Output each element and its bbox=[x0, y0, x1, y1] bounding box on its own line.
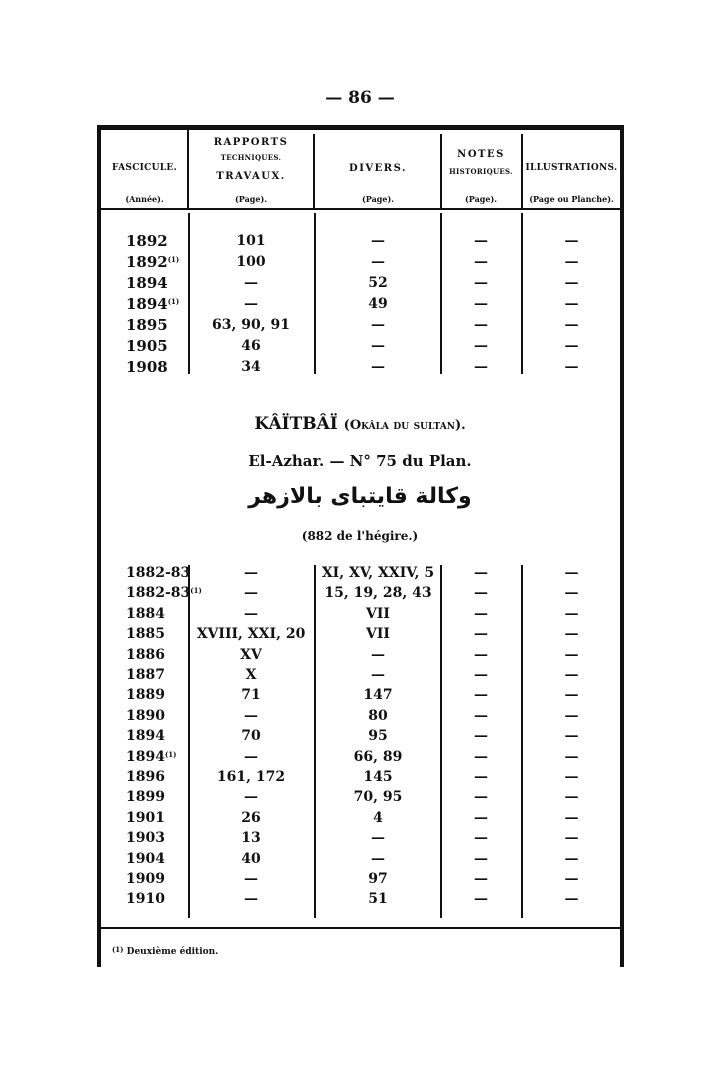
table-cell-year bbox=[126, 252, 179, 272]
table-cell-divers: — bbox=[371, 254, 385, 270]
table-cell-illus: — bbox=[564, 275, 579, 291]
table-cell-illus: — bbox=[564, 707, 579, 724]
table-cell-year bbox=[126, 685, 165, 705]
table-cell-illus: — bbox=[564, 850, 579, 867]
table-cell-year bbox=[126, 747, 176, 767]
table-cell-notes: — bbox=[474, 585, 488, 602]
section-title-paren: (Okâla du sultan). bbox=[343, 418, 466, 433]
table-cell-notes: — bbox=[474, 605, 488, 622]
header-notes-line: NOTES bbox=[457, 149, 505, 160]
footnote-mark: (1) bbox=[112, 945, 124, 954]
table-cell-year bbox=[126, 336, 168, 356]
header-notes-unit: (Page). bbox=[464, 194, 498, 204]
table-cell-notes: — bbox=[474, 871, 488, 887]
table-cell-rapports: — bbox=[244, 707, 258, 724]
table-cell-divers: — bbox=[371, 233, 385, 249]
footnote-ref: (1) bbox=[167, 255, 180, 264]
table-cell-rapports: — bbox=[244, 565, 258, 581]
table-cell-illus: — bbox=[564, 728, 579, 745]
table-cell-rapports: 34 bbox=[241, 359, 261, 375]
year-value: 1894 bbox=[126, 274, 168, 292]
table-cell-illus: — bbox=[564, 809, 579, 826]
section-title bbox=[0, 414, 720, 434]
table-cell-notes: — bbox=[474, 667, 488, 683]
header-divider bbox=[440, 134, 442, 208]
table-cell-divers: — bbox=[371, 359, 385, 375]
table-cell-divers: 95 bbox=[368, 728, 388, 745]
table-cell-illus: — bbox=[564, 233, 579, 249]
table-cell-year bbox=[126, 231, 168, 251]
table-cell-notes: — bbox=[474, 233, 488, 249]
year-value: 1882-83 bbox=[126, 565, 191, 581]
year-value: 1882-83 bbox=[126, 585, 191, 602]
header-divers-line: DIVERS. bbox=[349, 163, 407, 174]
table-cell-year bbox=[126, 706, 165, 726]
table-cell-illus: — bbox=[564, 317, 579, 333]
header-divers-unit: (Page). bbox=[361, 194, 395, 204]
table-cell-illus: — bbox=[564, 769, 579, 785]
year-value: 1910 bbox=[126, 891, 165, 908]
table-cell-rapports: 71 bbox=[241, 687, 261, 704]
page-number: — 86 — bbox=[325, 88, 395, 108]
table-cell-notes: — bbox=[474, 338, 488, 354]
year-value: 1909 bbox=[126, 871, 165, 887]
table-cell-illus: — bbox=[564, 646, 579, 663]
arabic-title: وكالة قايتباى بالازهر bbox=[248, 484, 472, 509]
year-value: 1894 bbox=[126, 295, 168, 313]
table-cell-divers: 52 bbox=[368, 275, 388, 291]
table-cell-divers: 4 bbox=[373, 809, 383, 826]
table-cell-rapports: 101 bbox=[236, 233, 266, 249]
year-value: 1887 bbox=[126, 667, 165, 683]
table-cell-divers: 66, 89 bbox=[353, 748, 403, 765]
header-rapports-unit: (Page). bbox=[234, 194, 268, 204]
table-cell-notes: — bbox=[474, 565, 488, 581]
table-cell-illus: — bbox=[564, 871, 579, 887]
table-cell-rapports: — bbox=[244, 296, 258, 312]
table-cell-rapports: — bbox=[244, 748, 258, 765]
table-cell-divers: 70, 95 bbox=[353, 789, 403, 806]
table-cell-year bbox=[126, 787, 165, 807]
year-value: 1895 bbox=[126, 316, 168, 334]
table-cell-rapports: 63, 90, 91 bbox=[212, 317, 290, 333]
table-cell-year bbox=[126, 889, 165, 909]
table-cell-year bbox=[126, 357, 168, 377]
year-value: 1892 bbox=[126, 253, 168, 271]
table-cell-illus: — bbox=[564, 296, 579, 312]
table-top-rule bbox=[97, 125, 624, 130]
table-cell-divers: 80 bbox=[368, 707, 388, 724]
table-cell-divers: — bbox=[371, 338, 385, 354]
table-cell-rapports: — bbox=[244, 891, 258, 908]
table-cell-divers: — bbox=[371, 850, 385, 867]
header-rapports-line: TRAVAUX. bbox=[216, 171, 286, 182]
header-rapports-line: RAPPORTS bbox=[213, 137, 289, 148]
table-cell-divers: 49 bbox=[368, 296, 388, 312]
table-cell-notes: — bbox=[474, 626, 488, 643]
header-illustrations-unit: (Page ou Planche). bbox=[529, 194, 614, 204]
header-separator bbox=[101, 208, 620, 210]
table-cell-year bbox=[126, 726, 165, 746]
table-cell-year bbox=[126, 808, 165, 828]
table-cell-year bbox=[126, 665, 165, 685]
table-cell-illus: — bbox=[564, 891, 579, 908]
table-cell-illus: — bbox=[564, 789, 579, 806]
table-cell-illus: — bbox=[564, 338, 579, 354]
table-cell-illus: — bbox=[564, 748, 579, 765]
table-cell-divers: VII bbox=[366, 605, 390, 622]
header-divider bbox=[313, 134, 315, 208]
table-cell-rapports: — bbox=[244, 871, 258, 887]
table-cell-divers: — bbox=[371, 830, 385, 847]
table-cell-year bbox=[126, 294, 179, 314]
table-cell-rapports: 26 bbox=[241, 809, 261, 826]
table-cell-notes: — bbox=[474, 809, 488, 826]
table-cell-rapports: XV bbox=[240, 646, 262, 663]
table-cell-year bbox=[126, 645, 165, 665]
year-value: 1884 bbox=[126, 605, 165, 622]
year-value: 1899 bbox=[126, 789, 165, 806]
year-value: 1901 bbox=[126, 809, 165, 826]
header-fascicule-unit: (Année). bbox=[125, 194, 164, 204]
table-cell-notes: — bbox=[474, 296, 488, 312]
table-cell-rapports: 70 bbox=[241, 728, 261, 745]
table-cell-year bbox=[126, 563, 190, 583]
table-cell-divers: XI, XV, XXIV, 5 bbox=[321, 565, 435, 581]
table-cell-notes: — bbox=[474, 359, 488, 375]
header-fascicule-line: FASCICULE. bbox=[111, 163, 178, 173]
footnote-ref: (1) bbox=[167, 297, 180, 306]
year-value: 1885 bbox=[126, 626, 165, 643]
table-cell-notes: — bbox=[474, 748, 488, 765]
table-cell-notes: — bbox=[474, 254, 488, 270]
table-cell-illus: — bbox=[564, 687, 579, 704]
section-location: El-Azhar. — N° 75 du Plan. bbox=[248, 452, 472, 470]
year-value: 1894 bbox=[126, 748, 165, 765]
header-divider bbox=[187, 130, 189, 208]
footnote-ref: (1) bbox=[164, 749, 177, 759]
table-cell-year bbox=[126, 849, 165, 869]
table-cell-notes: — bbox=[474, 646, 488, 663]
table-cell-rapports: — bbox=[244, 789, 258, 806]
table-cell-illus: — bbox=[564, 605, 579, 622]
table-cell-illus: — bbox=[564, 359, 579, 375]
table-cell-divers: 97 bbox=[368, 871, 388, 887]
table-cell-notes: — bbox=[474, 707, 488, 724]
table-cell-notes: — bbox=[474, 275, 488, 291]
table-cell-divers: 15, 19, 28, 43 bbox=[324, 585, 432, 602]
year-value: 1886 bbox=[126, 646, 165, 663]
table-cell-divers: — bbox=[371, 317, 385, 333]
header-notes-line: HISTORIQUES. bbox=[449, 167, 513, 176]
table-cell-rapports: X bbox=[245, 667, 257, 683]
table-cell-year bbox=[126, 273, 168, 293]
table-cell-rapports: — bbox=[244, 605, 258, 622]
header-divider bbox=[521, 134, 523, 208]
table-cell-year bbox=[126, 828, 165, 848]
year-value: 1890 bbox=[126, 707, 165, 724]
section-title-main: KÂÏTBÂÏ bbox=[254, 414, 338, 434]
table-cell-illus: — bbox=[564, 667, 579, 683]
table-cell-notes: — bbox=[474, 789, 488, 806]
year-value: 1892 bbox=[126, 232, 168, 250]
footnote-separator bbox=[101, 927, 620, 929]
year-value: 1903 bbox=[126, 830, 165, 847]
table-cell-year bbox=[126, 869, 165, 889]
table-cell-notes: — bbox=[474, 891, 488, 908]
table-cell-divers: — bbox=[371, 646, 385, 663]
table-cell-rapports: — bbox=[244, 275, 258, 291]
table-cell-divers: — bbox=[371, 667, 385, 683]
year-value: 1896 bbox=[126, 769, 165, 785]
table-cell-rapports: 13 bbox=[241, 830, 261, 847]
year-value: 1904 bbox=[126, 850, 165, 867]
table-cell-rapports: 100 bbox=[236, 254, 266, 270]
table-cell-rapports: XVIII, XXI, 20 bbox=[196, 626, 306, 643]
table-cell-divers: 147 bbox=[363, 687, 393, 704]
table-cell-divers: 145 bbox=[363, 769, 393, 785]
year-value: 1908 bbox=[126, 358, 168, 376]
hegira-date: (882 de l'hégire.) bbox=[301, 529, 419, 543]
table-cell-rapports: 46 bbox=[241, 338, 261, 354]
table-cell-notes: — bbox=[474, 317, 488, 333]
year-value: 1894 bbox=[126, 728, 165, 745]
table-cell-illus: — bbox=[564, 626, 579, 643]
table-cell-notes: — bbox=[474, 830, 488, 847]
table-cell-rapports: — bbox=[244, 585, 258, 602]
footnote-text: Deuxième édition. bbox=[126, 947, 219, 957]
table-cell-illus: — bbox=[564, 254, 579, 270]
table-cell-notes: — bbox=[474, 687, 488, 704]
table-cell-divers: VII bbox=[366, 626, 390, 643]
table-cell-divers: 51 bbox=[368, 891, 388, 908]
footnote-ref: (1) bbox=[190, 586, 202, 596]
header-rapports-line: TECHNIQUES. bbox=[220, 153, 282, 162]
header-illustrations-line: ILLUSTRATIONS. bbox=[525, 163, 618, 173]
table-cell-illus: — bbox=[564, 565, 579, 581]
table-cell-illus: — bbox=[564, 585, 579, 602]
table-cell-notes: — bbox=[474, 769, 488, 785]
footnote bbox=[112, 947, 218, 957]
year-value: 1905 bbox=[126, 337, 168, 355]
table-cell-notes: — bbox=[474, 850, 488, 867]
table-cell-illus: — bbox=[564, 830, 579, 847]
table-cell-rapports: 161, 172 bbox=[216, 769, 286, 785]
table-cell-rapports: 40 bbox=[241, 850, 261, 867]
table-cell-year bbox=[126, 315, 168, 335]
table-cell-year bbox=[126, 604, 165, 624]
table-cell-year bbox=[126, 624, 165, 644]
table-cell-year bbox=[126, 767, 165, 787]
table-cell-notes: — bbox=[474, 728, 488, 745]
year-value: 1889 bbox=[126, 687, 165, 704]
